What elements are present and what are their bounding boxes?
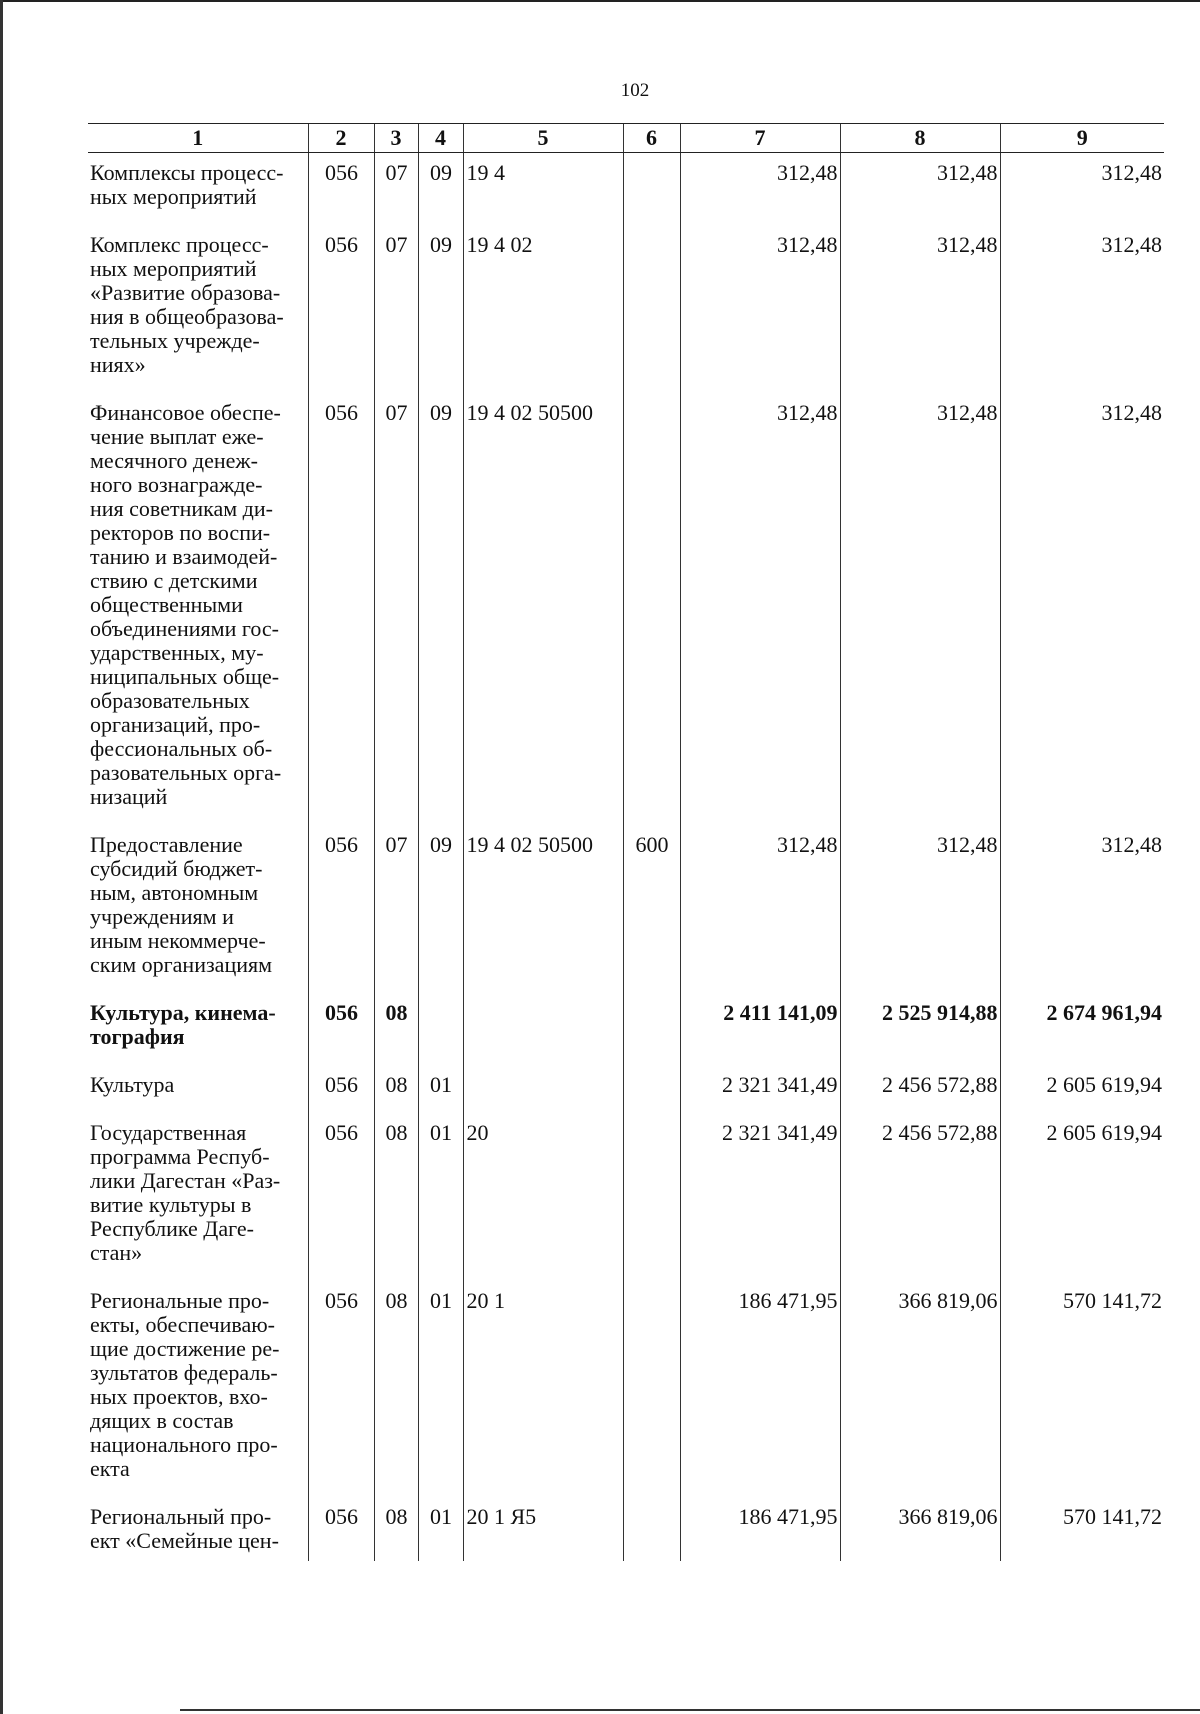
cell-amount-7: 2 321 341,49 <box>680 1113 840 1281</box>
cell-expense-type <box>623 153 680 226</box>
cell-ministry-code: 056 <box>308 225 374 393</box>
cell-subsection-code <box>418 993 463 1065</box>
cell-amount-9: 570 141,72 <box>1000 1281 1164 1497</box>
cell-amount-8: 2 525 914,88 <box>840 993 1000 1065</box>
column-header: 6 <box>623 124 680 153</box>
cell-expense-type <box>623 1065 680 1113</box>
table-row <box>88 153 1164 226</box>
cell-ministry-code: 056 <box>308 393 374 825</box>
table-row <box>88 825 1164 993</box>
cell-amount-7: 312,48 <box>680 225 840 393</box>
row-name: Финансовое обеспе- чение выплат еже- месячного денеж- ного вознагражде- ния советникам ди- ректоров по воспи- танию и взаимодей- ствию с детскими общественными объединениями гос- ударственных, му- ниципальных обще- образовательных организаций, про- фессиональных об- разовательных орга- низаций <box>90 400 282 809</box>
cell-amount-9: 312,48 <box>1000 225 1164 393</box>
column-header: 4 <box>418 124 463 153</box>
page-number: 102 <box>620 80 650 101</box>
cell-expense-type <box>623 393 680 825</box>
cell-target-article: 20 1 Я5 <box>463 1497 623 1561</box>
table-row <box>88 225 1164 393</box>
cell-ministry-code: 056 <box>308 1113 374 1281</box>
cell-amount-7: 312,48 <box>680 825 840 993</box>
cell-target-article <box>463 1065 623 1113</box>
cell-target-article: 19 4 02 50500 <box>463 825 623 993</box>
cell-ministry-code: 056 <box>308 993 374 1065</box>
cell-target-article: 19 4 02 <box>463 225 623 393</box>
column-header: 1 <box>88 124 308 153</box>
cell-expense-type <box>623 1113 680 1281</box>
cell-section-code: 07 <box>374 393 418 825</box>
cell-amount-8: 366 819,06 <box>840 1497 1000 1561</box>
cell-amount-8: 312,48 <box>840 225 1000 393</box>
cell-subsection-code: 01 <box>418 1281 463 1497</box>
cell-amount-9: 2 605 619,94 <box>1000 1113 1164 1281</box>
cell-expense-type <box>623 993 680 1065</box>
cell-target-article <box>463 993 623 1065</box>
cell-section-code: 08 <box>374 993 418 1065</box>
table-header-row <box>88 124 1164 153</box>
cell-amount-7: 312,48 <box>680 393 840 825</box>
cell-subsection-code: 09 <box>418 225 463 393</box>
row-name: Региональный про- ект «Семейные цен- <box>90 1504 279 1553</box>
row-name: Предоставление субсидий бюджет- ным, автономным учреждениям и иным некоммерче- ским организациям <box>90 832 273 977</box>
cell-amount-9: 2 605 619,94 <box>1000 1065 1164 1113</box>
row-name: Культура, кинема- тография <box>90 1000 276 1049</box>
cell-ministry-code: 056 <box>308 1497 374 1561</box>
cell-amount-8: 2 456 572,88 <box>840 1113 1000 1281</box>
column-header: 3 <box>374 124 418 153</box>
cell-amount-7: 186 471,95 <box>680 1497 840 1561</box>
left-border-line <box>0 0 3 1714</box>
table-row <box>88 1113 1164 1281</box>
column-header: 9 <box>1000 124 1164 153</box>
cell-amount-9: 312,48 <box>1000 393 1164 825</box>
cell-amount-9: 570 141,72 <box>1000 1497 1164 1561</box>
column-header: 8 <box>840 124 1000 153</box>
cell-amount-8: 312,48 <box>840 825 1000 993</box>
table-row <box>88 1065 1164 1113</box>
cell-expense-type <box>623 1281 680 1497</box>
cell-section-code: 07 <box>374 225 418 393</box>
column-header: 7 <box>680 124 840 153</box>
top-border-line <box>0 0 1200 2</box>
cell-expense-type <box>623 225 680 393</box>
cell-section-code: 08 <box>374 1497 418 1561</box>
cell-target-article: 19 4 02 50500 <box>463 393 623 825</box>
cell-subsection-code: 01 <box>418 1497 463 1561</box>
cell-subsection-code: 09 <box>418 153 463 226</box>
cell-target-article: 19 4 <box>463 153 623 226</box>
cell-amount-9: 312,48 <box>1000 825 1164 993</box>
table-row <box>88 1281 1164 1497</box>
row-name: Региональные про- екты, обеспечиваю- щие достижение ре- зультатов федераль- ных проектов, вхо- дящих в состав национального про- екта <box>90 1288 280 1481</box>
cell-amount-8: 2 456 572,88 <box>840 1065 1000 1113</box>
cell-amount-7: 2 321 341,49 <box>680 1065 840 1113</box>
table-row <box>88 993 1164 1065</box>
column-header: 2 <box>308 124 374 153</box>
cell-expense-type <box>623 1497 680 1561</box>
cell-amount-7: 186 471,95 <box>680 1281 840 1497</box>
row-name: Государственная программа Респуб- лики Дагестан «Раз- витие культуры в Республике Даге- стан» <box>90 1120 281 1265</box>
cell-amount-9: 2 674 961,94 <box>1000 993 1164 1065</box>
cell-amount-8: 312,48 <box>840 153 1000 226</box>
cell-target-article: 20 <box>463 1113 623 1281</box>
row-name: Комплексы процесс- ных мероприятий <box>90 160 284 209</box>
cell-section-code: 08 <box>374 1065 418 1113</box>
row-name: Комплекс процесс- ных мероприятий «Развитие образова- ния в общеобразова- тельных учрежде- ниях» <box>90 232 284 377</box>
column-header: 5 <box>463 124 623 153</box>
cell-subsection-code: 01 <box>418 1113 463 1281</box>
cell-ministry-code: 056 <box>308 1281 374 1497</box>
cell-subsection-code: 09 <box>418 825 463 993</box>
table-row <box>88 1497 1164 1561</box>
cell-ministry-code: 056 <box>308 1065 374 1113</box>
cell-section-code: 08 <box>374 1113 418 1281</box>
cell-expense-type: 600 <box>623 825 680 993</box>
cell-ministry-code: 056 <box>308 825 374 993</box>
cell-subsection-code: 01 <box>418 1065 463 1113</box>
cell-section-code: 07 <box>374 153 418 226</box>
cell-amount-8: 366 819,06 <box>840 1281 1000 1497</box>
cell-ministry-code: 056 <box>308 153 374 226</box>
cell-amount-9: 312,48 <box>1000 153 1164 226</box>
cell-section-code: 08 <box>374 1281 418 1497</box>
cell-amount-7: 2 411 141,09 <box>680 993 840 1065</box>
cell-section-code: 07 <box>374 825 418 993</box>
cell-subsection-code: 09 <box>418 393 463 825</box>
cell-amount-8: 312,48 <box>840 393 1000 825</box>
cell-target-article: 20 1 <box>463 1281 623 1497</box>
table-row <box>88 393 1164 825</box>
cell-amount-7: 312,48 <box>680 153 840 226</box>
row-name: Культура <box>90 1072 175 1097</box>
budget-table <box>88 123 1164 1561</box>
bottom-border-line <box>180 1709 1200 1711</box>
